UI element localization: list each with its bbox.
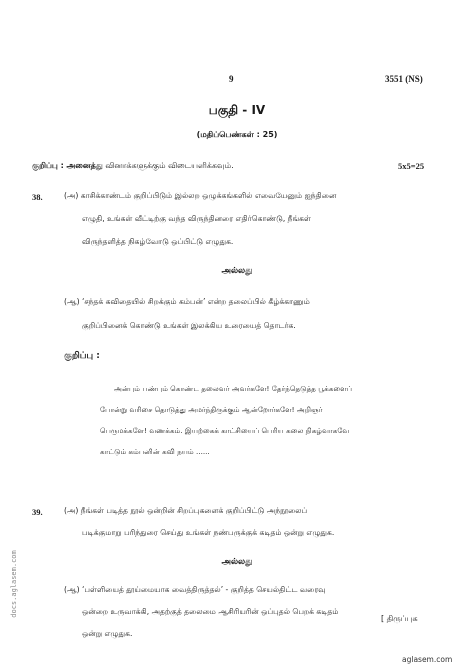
continue-note: [ திருப்புக <box>381 614 418 623</box>
q38-note-label: குறிப்பு : <box>64 351 100 361</box>
q39-a-line-2: படிக்குமாறு பரிந்துரை செய்து உங்கள் நண்பருக்குக் கடிதம் ஒன்று எழுதுக. <box>82 528 335 537</box>
paper-code: 3551 (NS) <box>385 74 423 84</box>
q38-a-line-3: விருந்தளித்த நிகழ்வோடு ஒப்பிட்டு எழுதுக. <box>82 237 234 246</box>
instruction-label: குறிப்பு : <box>32 161 64 170</box>
question-38-number: 38. <box>32 192 43 202</box>
site-watermark: aglasem.com <box>402 655 453 664</box>
section-title: பகுதி - IV <box>208 103 266 117</box>
q39-b-line-3: ஒன்று எழுதுக. <box>82 629 133 638</box>
instruction-line <box>32 160 234 172</box>
q39-a-line-1: (அ) நீங்கள் படித்த நூல் ஒன்றின் சிறப்புகளைக் குறிப்பிட்டு அந்நூலைப் <box>64 506 308 515</box>
instruction-bold-word: அனைத்து <box>66 161 103 170</box>
q38-b-line-1: (ஆ) ‘சந்தக் கவிதையில் சிறக்கும் கம்பன்’ என்ற தலைப்பில் கீழ்க்காணும் <box>64 297 310 306</box>
side-watermark: docs.aglasem.com <box>10 550 18 618</box>
q38-a-line-1: (அ) காசிக்காண்டம் குறிப்பிடும் இல்லற ஒழுக்கங்களில் எவையேனும் ஐந்தினை <box>64 191 337 200</box>
q38-or: அல்லது <box>221 266 253 276</box>
instruction-marks: 5x5=25 <box>398 161 425 171</box>
q38-note-line-2: போன்று வரிசை தொடுத்து அமர்ந்திருக்கும் ஆன்றோர்களே! அறிஞர் <box>100 405 323 414</box>
q38-b-line-2: குறிப்பினைக் கொண்டு உங்கள் இலக்கிய உரையைத் தொடர்க. <box>82 321 296 330</box>
q39-or: அல்லது <box>221 557 253 567</box>
q38-note-line-3: பெருமக்களே! வணக்கம். இயற்கைக் காட்சியைப் பெரிய கலை நிகழ்வாகவே <box>100 426 350 435</box>
page-number: 9 <box>229 74 234 84</box>
question-39-number: 39. <box>32 507 43 517</box>
q38-note-line-1: அன்பும் பண்பும் கொண்ட தலைவர் அவர்களே! தேர்ந்தெடுத்த பூக்களைப் <box>114 384 353 393</box>
instruction-text: வினாக்களுக்கும் விடையளிக்கவும். <box>105 161 234 170</box>
q38-a-line-2: எழுதி, உங்கள் வீட்டிற்கு வந்த விருந்தினரை எதிர்கொண்டு, நீங்கள் <box>82 214 311 223</box>
section-marks: (மதிப்பெண்கள் : 25) <box>196 130 278 139</box>
q38-note-line-4: காட்டும் கம்பனின் கவி நயம் ...... <box>100 447 210 456</box>
q39-b-line-1: (ஆ) ‘பள்ளியைத் தூய்மையாக வைத்திருத்தல்’ - குறித்த செயல்திட்ட வரைவு <box>64 585 326 594</box>
q39-b-line-2: ஒன்றை உருவாக்கி, அதற்குத் தலைமை ஆசிரியரின் ஒப்புதல் பெறக் கடிதம் <box>82 607 339 616</box>
